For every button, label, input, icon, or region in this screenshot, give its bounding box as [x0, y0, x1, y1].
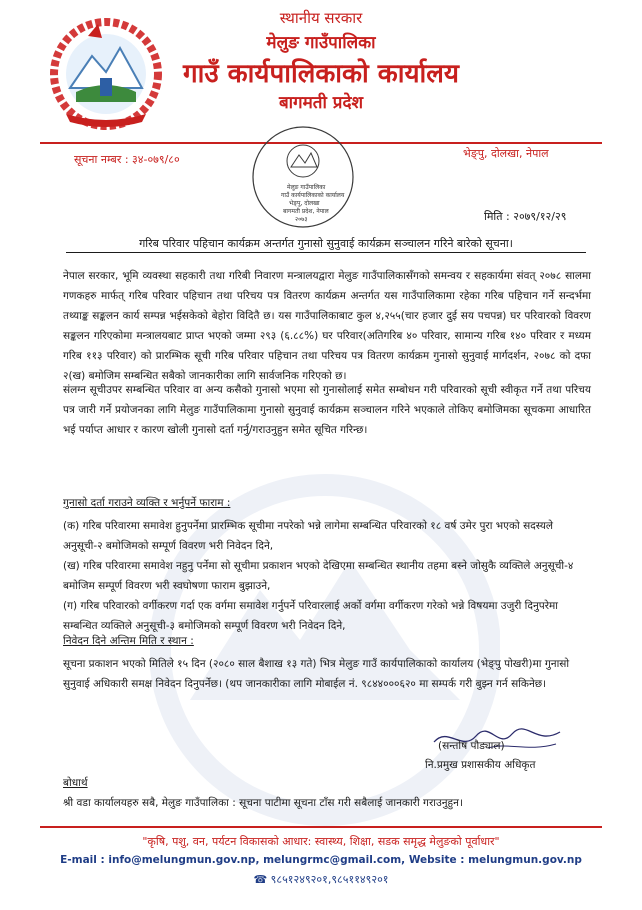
cc-body: श्री वडा कार्यालयहरु सबै, मेलुङ गाउँपालिका : सूचना पाटीमा सूचना टाँस गरी सबैलाई जानकारी गराउनुहुन। — [63, 797, 463, 809]
stamp-text-5: २०७३ — [295, 216, 308, 223]
list-item: (क) गरिब परिवारमा समावेश हुनुपर्नेमा प्रारम्भिक सूचीमा नपरेको भन्ने लागेमा सम्बन्धित परिवारको १८ वर्ष उमेर पुरा भएको सदस्यले अनुसूची-२ बमोजिमको सम्पूर्ण विवरण भरी निवेदन दिने, — [63, 520, 554, 552]
paragraph-deadline: सूचना प्रकाशन भएको मितिले १५ दिन (२०८० साल बैशाख १३ गते) भित्र मेलुङ गाउँ कार्यपालिकाको कार्यालय (भेङ्पु पोखरी)मा गुनासो सुनुवाई अधिकारी समक्ष निवेदन दिनुपर्नेछ। (थप जानकारीका लागि मोबाईल नं. ९८४४०००६२० मा सम्पर्क गरी बुझ्न गर्न सकिनेछ। — [63, 658, 570, 690]
header-province: बागमती प्रदेश — [278, 93, 364, 113]
header-municipality-name: मेलुङ गाउँपालिका — [266, 33, 376, 53]
document-date: मिति : २०७९/१२/२९ — [484, 210, 567, 223]
footer-contacts: E-mail : info@melungmun.gov.np, melungrmc@gmail.com, Website : melungmun.gov.np — [60, 854, 582, 866]
cc-heading: बोधार्थ — [63, 777, 88, 789]
signatory-title: नि.प्रमुख प्रशासकीय अधिकृत — [425, 759, 536, 771]
stamp-text-2: गाउँ कार्यपालिकाको कार्यालय — [281, 192, 345, 199]
stamp-text-4: बागमती प्रदेश, नेपाल — [283, 208, 329, 215]
location: भेङ्पु, दोलखा, नेपाल — [463, 147, 549, 160]
notice-number: सूचना नम्बर : ३४-०७९/८० — [74, 153, 180, 166]
footer-divider — [40, 826, 602, 828]
office-stamp — [243, 117, 363, 237]
list-item: (ग) गरिब परिवारको वर्गीकरण गर्दा एक वर्गमा समावेश गर्नुपर्ने परिवारलाई अर्को वर्गमा वर्गीकरण गरेको भन्ने विषयमा उजुरी दिनुपरेमा सम्बन्धित व्यक्तिले अनुसूची-३ बमोजिमको सम्पूर्ण विवरण भरी निवेदन दिने, — [63, 600, 559, 632]
paragraph-intro: नेपाल सरकार, भूमि व्यवस्था सहकारी तथा गरिबी निवारण मन्त्रालयद्वारा मेलुङ गाउँपालिकासँगको समन्वय र सहकार्यमा संवत् २०७८ सालमा गणकहरु मार्फत् गरिब परिवार पहिचान तथा परिचय पत्र वितरण कार्यक्रम अन्तर्गत यस गाउँपालिकामा रहेका गरिब पहिचान गर्ने सन्दर्भमा तथ्याङ्क सङ्कलन कार्य सम्पन्न भईसकेको बेहोरा विदितै छ। यस गाउँपालिकाबाट कुल ४,२५५(चार हजार दुई सय पचपन्न) घर परिवारको विवरण सङ्कलन गरिएकोमा मन्त्रालयबाट प्राप्त भएको जम्मा २९३ (६.८८%) घर परिवार(अतिगरिब ४० परिवार, सामान्य गरिब १४० परिवार र मध्यम गरिब ११३ परिवार) को प्रारम्भिक सूची गरिब परिवार पहिचान तथा परिचय पत्र वितरण कार्यक्रम गुनासो सुनुवाई मार्गदर्शन, २०७८ को दफा २(ख) बमोजिम सम्बन्धित सबैको जानकारीका लागि सार्वजनिक गरिएको छ। — [63, 270, 591, 382]
footer-phones: ☎ ९८५१२४९२०१,९८५११४९२०१ — [253, 873, 389, 886]
signatory-name: (सन्तोष पौड्याल) — [438, 740, 505, 752]
list-item: (ख) गरिब परिवारमा समावेश नहुनु पर्नेमा सो सूचीमा प्रकाशन भएको देखिएमा सम्बन्धित स्थानीय तहमा बस्ने जोसुकै व्यक्तिले अनुसूची-४ बमोजिम सम्पूर्ण विवरण भरी स्वघोषणा फाराम बुझाउने, — [63, 560, 574, 592]
footer-slogan: "कृषि, पशु, वन, पर्यटन विकासको आधार: स्वास्थ्य, शिक्षा, सडक समृद्ध मेलुङको पूर्वाधार" — [142, 835, 500, 848]
paragraph-grievance: संलग्न सूचीउपर सम्बन्धित परिवार वा अन्य कसैको गुनासो भएमा सो गुनासोलाई समेत सम्बोधन गरी परिवारको सूची स्वीकृत गर्ने तथा परिचय पत्र जारी गर्ने प्रयोजनका लागि मेलुङ गाउँपालिकामा गुनासो सुनुवाई कार्यक्रम सञ्चालन गरिने भएकाले तोकिए बमोजिमका सूचकमा आधारित भई पर्याप्त आधार र कारण खोली गुनासो दर्ता गर्नु/गराउनुहुन समेत सूचित गरिन्छ। — [63, 384, 591, 436]
notice-subject: गरिब परिवार पहिचान कार्यक्रम अन्तर्गत गुनासो सुनुवाई कार्यक्रम सञ्चालन गरिने बारेको सूचना। — [66, 236, 586, 253]
section-heading-forms: गुनासो दर्ता गराउने व्यक्ति र भर्नुपर्ने फाराम : — [63, 497, 231, 509]
header-line-1: स्थानीय सरकार — [279, 9, 363, 27]
header-office-name: गाउँ कार्यपालिकाको कार्यालय — [183, 59, 459, 89]
stamp-text-3: भेङ्पु, दोलखा — [289, 200, 320, 207]
stamp-text-1: मेलुङ गाउँपालिका — [287, 184, 326, 191]
section-heading-deadline: निवेदन दिने अन्तिम मिति र स्थान : — [63, 635, 194, 647]
